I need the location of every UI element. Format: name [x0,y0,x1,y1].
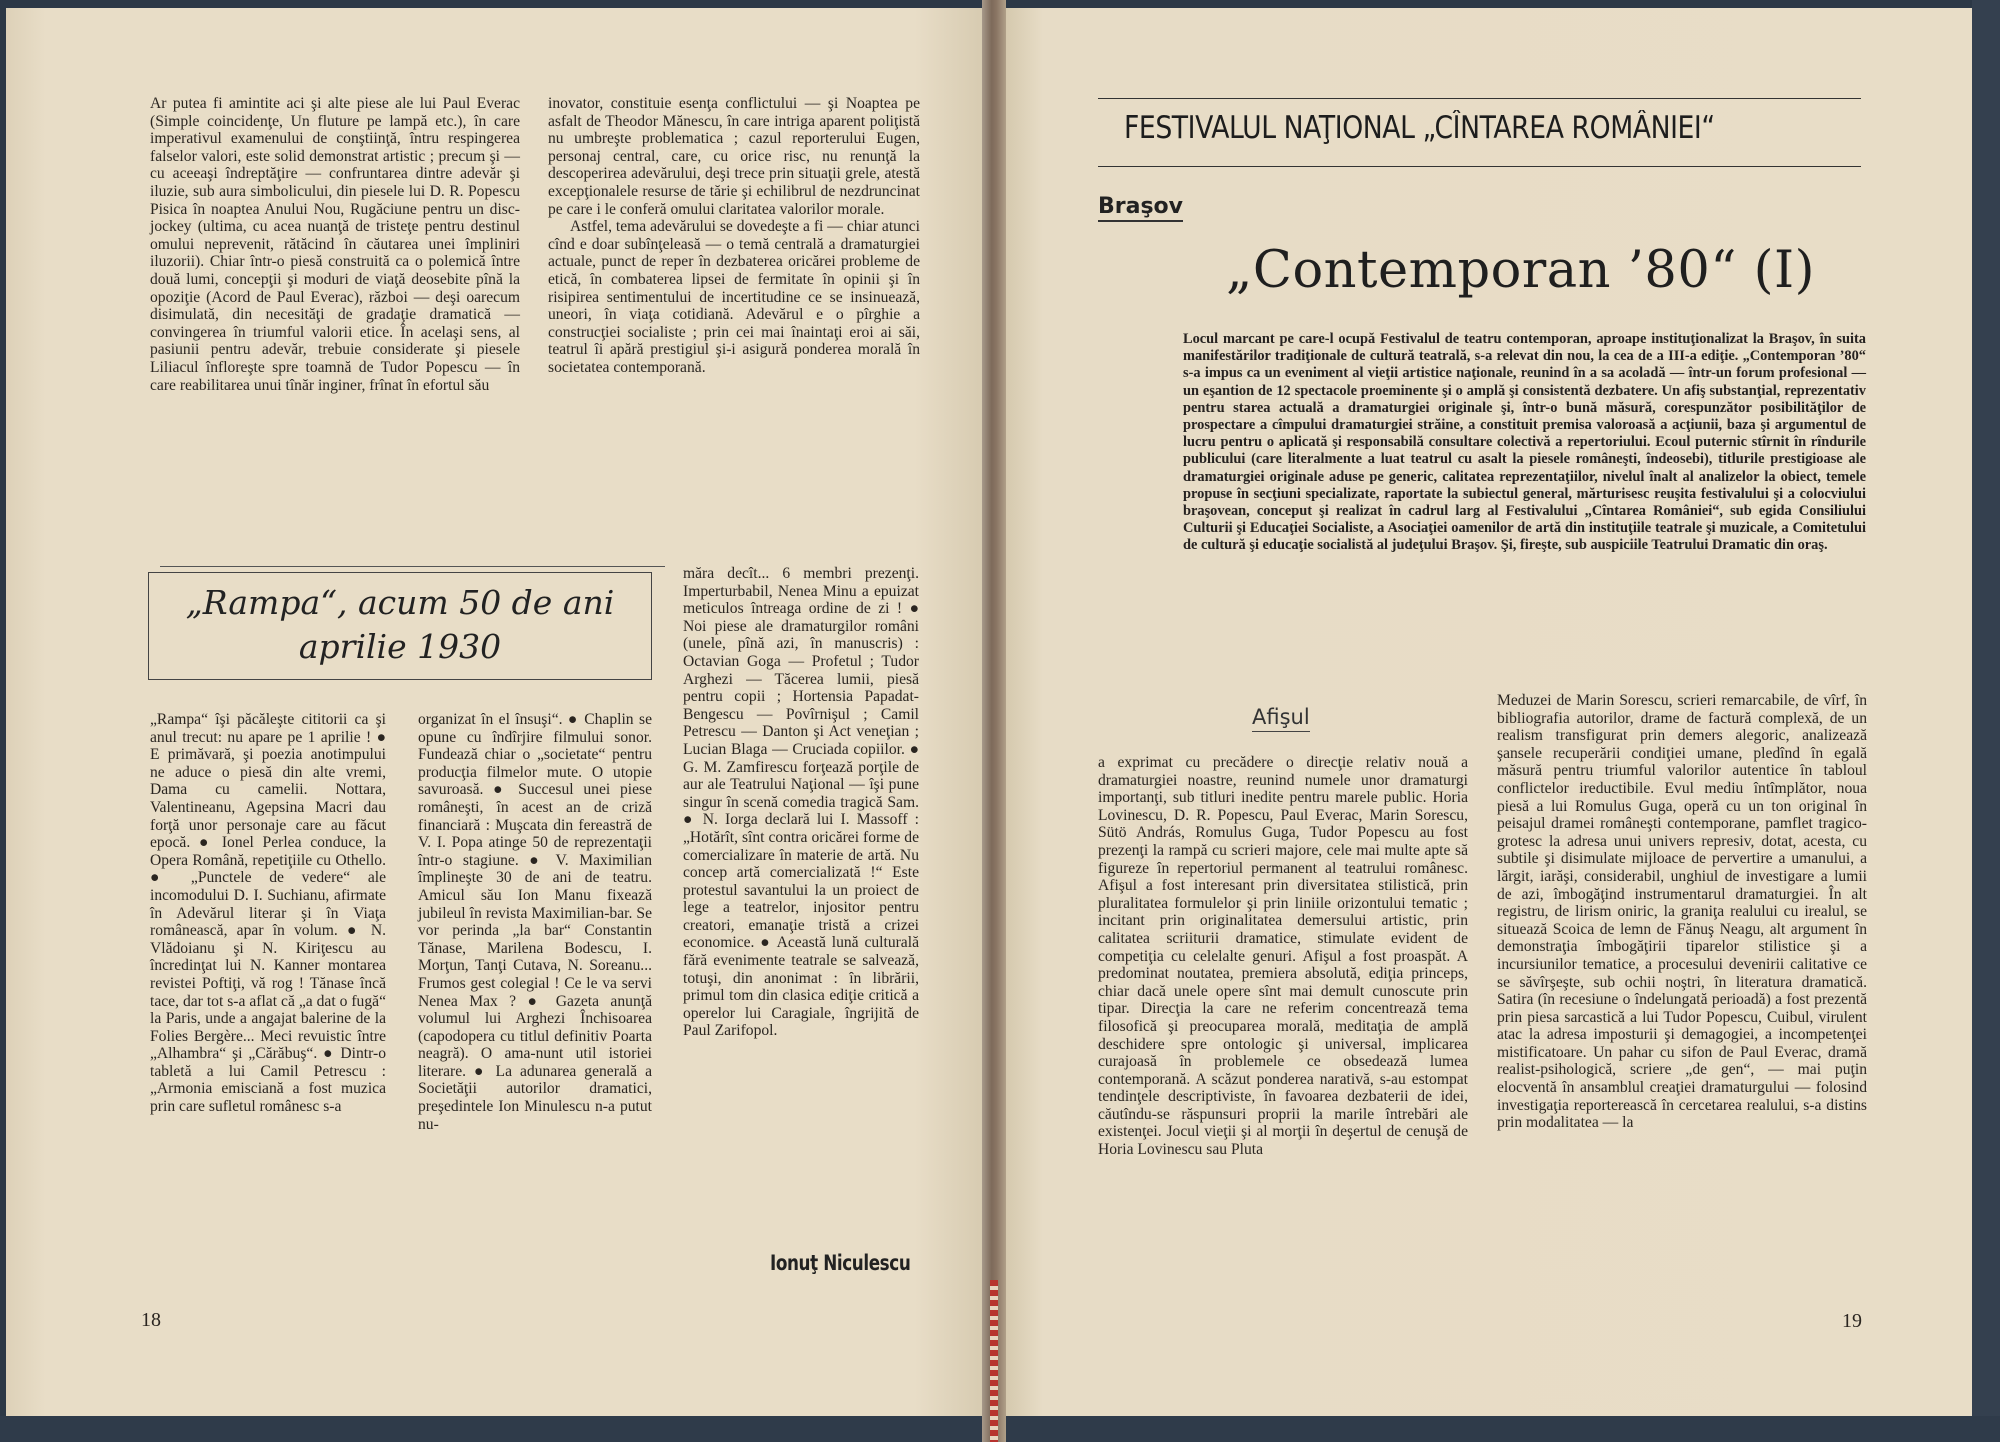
left-article-col2 [548,95,920,377]
binding-stitch [990,1280,998,1442]
article-author: Ionuţ Niculescu [770,1251,911,1275]
section-heading: Afişul [1252,705,1310,729]
header-bottom-rule [1098,166,1861,167]
header-top-rule [1098,98,1861,99]
rampa-title-line2: aprilie 1930 [298,627,502,666]
rampa-col2: organizat în el însuşi“. ● Chaplin se opune cu îndîrjire filmului sonor. Fundează chiar o „societate“ pentru producţia filmelor mute. O utopie savuroasă. ● Succesul unei piese româneşti, în acest an de criză financiară : Muşcata din fereastră de V. I. Popa atinge 50 de reprezentaţii într-o stagiune. ● V. Maximilian împlineşte 30 de ani de teatru. Amicul său Ion Manu fixează jubileul în revista Maximilian-bar. Se vor perinda „la bar“ Constantin Tănase, Marilena Bodescu, I. Morţun, Tanţi Cutava, N. Soreanu... Frumos gest colegial ! Ce le va servi Nenea Max ? ● Gazeta anunţă volumul lui Arghezi Închisoarea (capodopera cu titlul definitiv Poarta neagră). O ama-nunt util istoriei literare. ● La adunarea generală a Societăţii autorilor dramatici, preşedintele Ion Minulescu n-a putut nu- [418,711,652,1133]
page-number-right: 19 [1842,1310,1862,1332]
left-article-col2-para1: inovator, constituie esenţa conflictului — şi Noaptea pe asfalt de Theodor Mănescu, în care intriga aparent poliţistă nu umbreşte problematica ; cazul reporterului Eugen, personaj central, care, cu orice risc, nu renunţă la descoperirea adevărului, deşi trece prin situaţii grele, atestă excepţionalele resurse de tărie şi echilibrul de nezdruncinat pe care i le conferă omului claritatea valorilor morale. [548,95,920,218]
right-col1: a exprimat cu precădere o direcţie relativ nouă a dramaturgiei noastre, reunind numele unor dramaturgi importanţi, sub titluri inedite pentru marele public. Horia Lovinescu, D. R. Popescu, Paul Everac, Marin Sorescu, Sütö András, Romulus Guga, Tudor Popescu au fost prezenţi la rampă cu scrieri majore, cele mai multe apte să figureze în repertoriul permanent al teatrului românesc. Afişul a fost interesant prin diversitatea stilistică, prin pluralitatea formulelor şi prin liniile orizontului tematic ; incitant prin originalitatea demersului artistic, prin calitatea scriiturii dramatice, stimulate evident de competiţia cu celelalte genuri. Afişul a fost proaspăt. A predominat noutatea, premiera absolută, ediţia princeps, chiar dacă unele opere sînt mai demult cunoscute prin tipar. Direcţia la care ne referim concentrează tema filosofică şi preocuparea morală, meditaţia de amplă deschidere spre ontologic şi universal, implicarea curajoasă în problemele ce obsedează lumea contemporană. A scăzut ponderea narativă, s-au estompat tendinţele descriptiviste, în favoarea dezbaterii de idei, căutîndu-se răspunsuri proprii la marile întrebări ale existenţei. Jocul vieţii şi al morţii în deşertul de cenuşă de Horia Lovinescu sau Pluta [1098,754,1468,1159]
main-title: „Contemporan ’80“ (I) [1226,241,1816,300]
rampa-col1: „Rampa“ îşi păcăleşte cititorii ca şi anul trecut: nu apare pe 1 aprilie ! ● E primăvară, şi poezia anotimpului ne aduce o piesă din alte vremi, Dama cu camelii. Nottara, Valentineanu, Agepsina Macri dau forţă unor personaje care au făcut epocă. ● Ionel Perlea conduce, la Opera Română, repetiţiile cu Othello. ● „Punctele de vedere“ ale incomodului D. I. Suchianu, afirmate în Adevărul literar şi în Viaţa românească, apar în volum. ● N. Vlădoianu şi N. Kiriţescu au încredinţat lui N. Kanner montarea revistei Poftiţi, vă rog ! Tănase încă tace, dar tot s-a aflat că „a dat o fugă“ la Paris, unde a angajat balerine de la Folies Bergère... Meci revuistic între „Alhambra“ şi „Cărăbuş“. ● Dintr-o tabletă a lui Camil Petrescu : „Armonia emisciană a fost muzica prin care sufletul românesc s-a [150,711,386,1116]
right-col2: Meduzei de Marin Sorescu, scrieri remarcabile, de vîrf, în bibliografia autorilor, drame de factură complexă, de un realism transfigurat prin demers alegoric, analizează şansele recuperării condiţiei umane, pledînd în egală măsură pentru triumful valorilor autentice în tabloul conflictelor ireductibile. Evul mediu întîmplător, noua piesă a lui Romulus Guga, operă cu un ton original în peisajul dramei româneşti contemporane, pamflet tragico-grotesc la adresa unui univers represiv, dotat, acesta, cu subtile şi disimulate mijloace de pervertire a umanului, a lărgit, iarăşi, considerabil, unghiul de investigare a lumii de azi, îmbogăţind instrumentarul dramaturgiei. În alt registru, de lirism oniric, la graniţa realului cu irealul, se situează Scoica de lemn de Fănuş Neagu, alt argument în demonstraţia îmbogăţirii tiparelor stilistice şi a incursiunilor tematice, a procesului devenirii calitative ce se săvîrşeşte, sub ochii noştri, în literatura dramatică. Satira (în recesiune o îndelungată perioadă) a fost prezentă prin piesa sarcastică a lui Tudor Popescu, Cuibul, virulent atac la adresa imposturii şi demagogiei, a incompetenţei mistificatoare. Un pahar cu sifon de Paul Everac, dramă realist-psihologică, scriere „de gen“, — mai puţin elocventă în ansamblul creaţiei dramaturgului — folosind investigaţia reporterească în cercetarea realului, s-a distins prin modalitatea — la [1497,692,1867,1132]
book-gutter [982,0,1006,1442]
rampa-title-line1: „Rampa“, acum 50 de ani [185,583,615,622]
festival-heading: FESTIVALUL NAŢIONAL „CÎNTAREA ROMÂNIEI“ [1124,110,1715,146]
book-cover-edge [1972,0,2000,1442]
rampa-title-box [148,572,652,680]
rampa-title [149,581,651,669]
page-number-left: 18 [141,1309,161,1331]
rampa-top-rule [160,566,665,567]
left-article-col1: Ar putea fi amintite aci şi alte piese ale lui Paul Everac (Simple coincidenţe, Un fluture pe lampă etc.), în care imperativul examenului de conştiinţă, întru respingerea falselor valori, este solid demonstrat artistic ; precum şi — cu aceeaşi îndreptăţire — confruntarea dintre adevăr şi iluzie, sub aura simbolicului, din piesele lui D. R. Popescu Pisica în noaptea Anului Nou, Rugăciune pentru un disc-jockey (ultima, cu acea nuanţă de tristeţe pentru destinul omului neprevenit, rătăcind în căutarea unei împliniri iluzorii). Chiar într-o piesă construită ca o polemică între două lumi, concepţii şi moduri de viaţă deosebite pînă la opoziţie (Acord de Paul Everac), război — deşi oarecum disimulată, din necesităţi de gradaţie dramatică — convingerea în triumful valorii etice. În acelaşi sens, al pasiunii pentru adevăr, trebuie considerate şi piesele Liliacul înfloreşte spre toamnă de Tudor Popescu — în care reabilitarea unui tînăr inginer, frînat în efortul său [150,95,520,394]
rampa-col3: măra decît... 6 membri prezenţi. Imperturbabil, Nenea Minu a epuizat meticulos întreaga ordine de zi ! ● Noi piese ale dramaturgilor români (unele, pînă azi, în manuscris) : Octavian Goga — Profetul ; Tudor Arghezi — Tăcerea lumii, piesă pentru copii ; Hortensia Papadat-Bengescu — Povîrnişul ; Camil Petrescu — Danton şi Act veneţian ; Lucian Blaga — Cruciada copiilor. ● G. M. Zamfirescu forţează porţile de aur ale Teatrului Naţional — îşi pune singur în scenă comedia tragică Sam. ● N. Iorga declară lui I. Massoff : „Hotărît, sînt contra oricărei forme de comercializare în materie de artă. Nu concep artă comercializată !“ Este protestul savantului la un proiect de lege a teatrelor, injositor pentru creatori, emanaţie tristă a crizei economice. ● Această lună culturală fără evenimente teatrale se salvează, totuşi, din anonimat : în librării, primul tom din clasica ediţie critică a operelor lui Caragiale, îngrijită de Paul Zarifopol. [683,565,919,1040]
lead-paragraph: Locul marcant pe care-l ocupă Festivalul de teatru contemporan, aproape instituţionalizat la Braşov, în suita manifestărilor tradiţionale de cultură teatrală, s-a relevat din nou, la cea de a III-a ediţie. „Contemporan ’80“ s-a impus ca un eveniment al vieţii artistice naţionale, reunind în a sa acoladă — într-un forum profesional — un eşantion de 12 spectacole proeminente şi o amplă şi consistentă dezbatere. Un afiş substanţial, reprezentativ pentru starea actuală a dramaturgiei originale şi, într-o bună măsură, corespunzător posibilităţilor de prospectare a cîmpului dramaturgiei străine, a constituit premisa valoroasă a acţiunii, baza şi argumentul de lucru pentru o aplicată şi responsabilă consultare colectivă a repertoriului. Ecoul puternic stîrnit în rîndurile publicului (care literalmente a luat teatrul cu asalt la piesele româneşti, îndeosebi), titlurile prestigioase ale dramaturgiei originale aduse pe generic, calitatea reprezentaţiilor, nivelul înalt al analizelor la obiect, temele propuse în secţiuni specializate, raportate la subiectul general, mărturisesc reuşita festivalului şi a colocviului braşovean, conceput şi realizat în cadrul larg al Festivalului „Cîntarea României“, sub egida Consiliului Culturii şi Educaţiei Socialiste, a Asociaţiei oamenilor de artă din instituţiile teatrale şi muzicale, a Comitetului de cultură şi educaţie socialistă al judeţului Braşov. Şi, fireşte, sub auspiciile Teatrului Dramatic din oraş. [1183,331,1866,554]
city-label: Braşov [1098,194,1183,222]
left-article-col2-para2: Astfel, tema adevărului se dovedeşte a fi — chiar atunci cînd e doar subînţeleasă — o temă centrală a dramaturgiei actuale, punct de reper în dezbaterea oricărei probleme de etică, în combaterea lipsei de fermitate în opinii şi în risipirea sentimentului de incertitudine ce se insinuează, uneori, în viaţa cotidiană. Adevărul e o pîrghie a construcţiei socialiste ; prin cei mai înaintaţi eroi ai săi, teatrul îi apără prestigiul şi-i asigură ponderea morală în societatea contemporană. [548,218,920,376]
